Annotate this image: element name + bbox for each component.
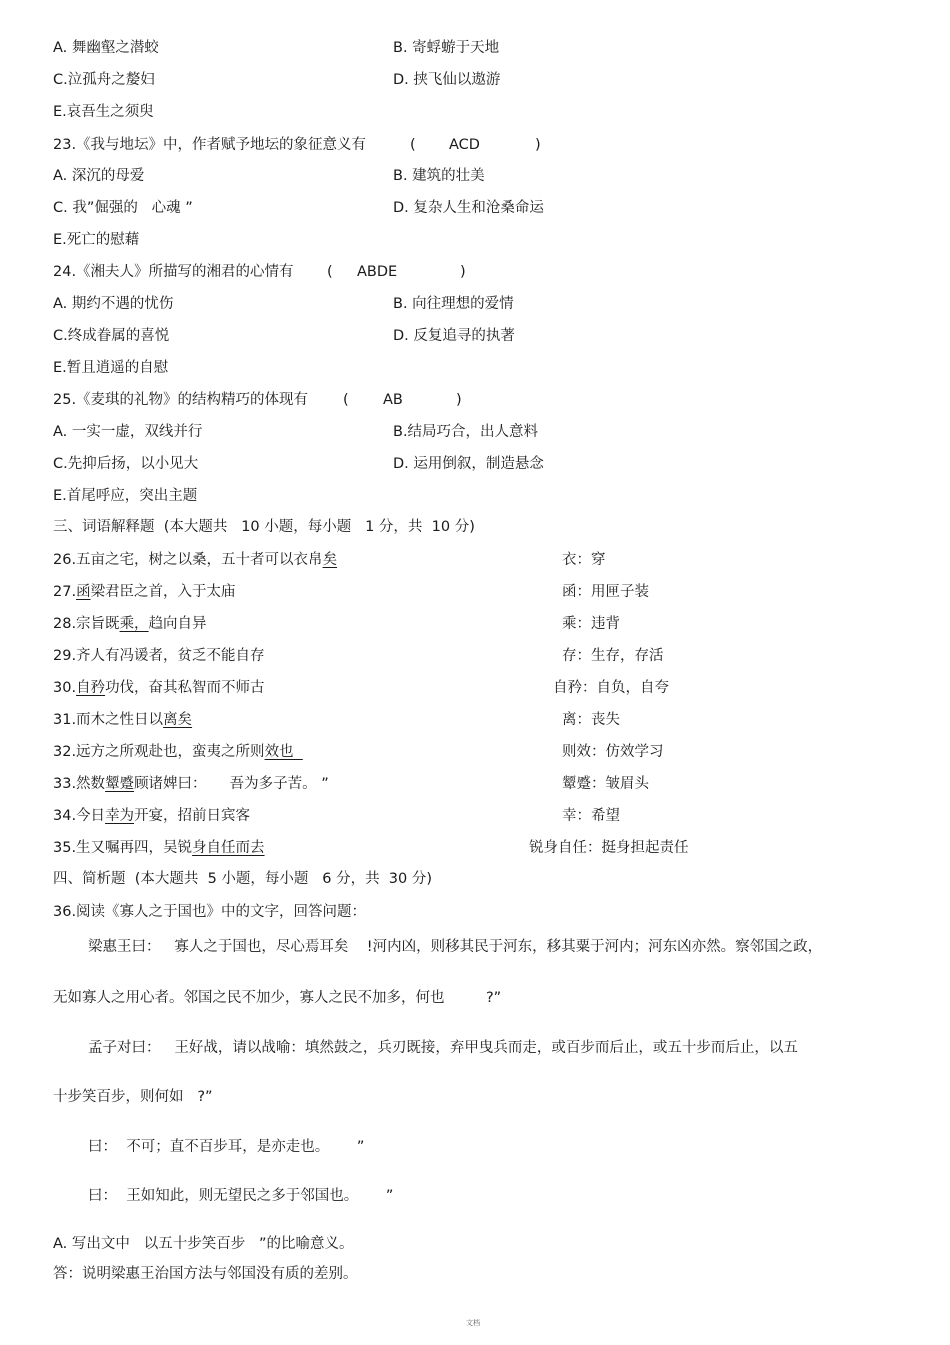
vocab-gloss-30: 自矜：自负，自夸 <box>553 680 669 696</box>
vocab-item-30: 30.自矜功伐，奋其私智而不师古 <box>53 680 265 696</box>
vocab-item-32: 32.远方之所观赴也，蛮夷之所则效也 <box>53 744 303 760</box>
q24-option-e: E.暂且逍遥的自慰 <box>53 360 169 376</box>
q23-option-d: D. 复杂人生和沧桑命运 <box>393 200 544 216</box>
q22-option-c: C.泣孤舟之嫠妇 <box>53 72 155 88</box>
q25-paren-close: ) <box>456 392 462 408</box>
q24-option-d: D. 反复追寻的执著 <box>393 328 515 344</box>
vocab-gloss-28: 乘：违背 <box>562 616 620 632</box>
vocab-gloss-32: 则效：仿效学习 <box>562 744 664 760</box>
q22-option-a: A. 舞幽壑之潜蛟 <box>53 40 159 56</box>
q23-answer: ACD <box>449 137 480 153</box>
section3-heading: 三、词语解释题 (本大题共 10 小题，每小题 1 分，共 10 分) <box>53 519 475 535</box>
q25-option-e: E.首尾呼应，突出主题 <box>53 488 198 504</box>
q36-stem: 36.阅读《寡人之于国也》中的文字，回答问题： <box>53 904 367 920</box>
vocab-gloss-31: 离：丧失 <box>562 712 620 728</box>
q23-option-e: E.死亡的慰藉 <box>53 232 140 248</box>
vocab-item-29: 29.齐人有冯谖者，贫乏不能自存 <box>53 648 265 664</box>
page-footer: 文档 <box>466 1319 480 1327</box>
vocab-item-28: 28.宗旨既乘，趋向自异 <box>53 616 207 632</box>
q24-paren-open: ( <box>327 264 333 280</box>
q36-passage-line: 梁惠王曰： 寡人之于国也，尽心焉耳矣 !河内凶，则移其民于河东，移其粟于河内；河东凶亦然。察邻国之政， <box>88 939 823 955</box>
q25-paren-open: ( <box>343 392 349 408</box>
vocab-item-35: 35.生又嘱再四，吴锐身自任而去 <box>53 840 265 856</box>
vocab-gloss-26: 衣：穿 <box>562 552 606 568</box>
q25-option-b: B.结局巧合，出人意料 <box>393 424 539 440</box>
q23-option-a: A. 深沉的母爱 <box>53 168 145 184</box>
q23-stem: 23.《我与地坛》中，作者赋予地坛的象征意义有 <box>53 137 367 153</box>
vocab-gloss-33: 颦蹙：皱眉头 <box>562 776 649 792</box>
q22-option-d: D. 挟飞仙以遨游 <box>393 72 501 88</box>
q25-stem: 25.《麦琪的礼物》的结构精巧的体现有 <box>53 392 309 408</box>
q24-option-b: B. 向往理想的爱情 <box>393 296 514 312</box>
vocab-gloss-27: 函：用匣子装 <box>562 584 649 600</box>
q36-passage-line: 孟子对曰： 王好战，请以战喻：填然鼓之，兵刃既接，弃甲曳兵而走，或百步而后止，或五十步而后止，以五 <box>88 1040 798 1056</box>
vocab-item-26: 26.五亩之宅，树之以桑，五十者可以衣帛矣 <box>53 552 338 568</box>
vocab-item-27: 27.函梁君臣之首，入于太庙 <box>53 584 236 600</box>
q23-option-c: C. 我”倔强的 心魂 ” <box>53 200 193 216</box>
q24-option-a: A. 期约不遇的忧伤 <box>53 296 174 312</box>
q24-answer: ABDE <box>357 264 398 280</box>
q25-option-c: C.先抑后扬，以小见大 <box>53 456 199 472</box>
q24-stem: 24.《湘夫人》所描写的湘君的心情有 <box>53 264 294 280</box>
q25-answer: AB <box>383 392 403 408</box>
q22-option-e: E.哀吾生之须臾 <box>53 104 154 120</box>
vocab-item-33: 33.然数颦蹙顾诸婢曰： 吾为多子苦。 ” <box>53 776 329 792</box>
vocab-gloss-35: 锐身自任：挺身担起责任 <box>529 840 689 856</box>
q36-passage-line: 曰： 不可；直不百步耳，是亦走也。 ” <box>88 1139 365 1155</box>
q23-paren-open: ( <box>410 137 416 153</box>
vocab-gloss-34: 幸：希望 <box>562 808 620 824</box>
q24-paren-close: ) <box>460 264 466 280</box>
q23-option-b: B. 建筑的壮美 <box>393 168 485 184</box>
q25-option-a: A. 一实一虚，双线并行 <box>53 424 203 440</box>
vocab-item-34: 34.今日幸为开宴，招前日宾客 <box>53 808 251 824</box>
q24-option-c: C.终成眷属的喜悦 <box>53 328 170 344</box>
q36-subquestion-a: A. 写出文中 以五十步笑百步 ”的比喻意义。 <box>53 1236 354 1252</box>
q23-paren-close: ) <box>535 137 541 153</box>
q36-passage-line: 无如寡人之用心者。邻国之民不加少，寡人之民不加多，何也 ?” <box>53 990 502 1006</box>
q25-option-d: D. 运用倒叙，制造悬念 <box>393 456 544 472</box>
vocab-item-31: 31.而木之性日以离矣 <box>53 712 193 728</box>
q36-passage-line: 曰： 王如知此，则无望民之多于邻国也。 ” <box>88 1188 394 1204</box>
q22-option-b: B. 寄蜉蝣于天地 <box>393 40 500 56</box>
q36-passage-line: 十步笑百步，则何如 ?” <box>53 1089 213 1105</box>
vocab-gloss-29: 存：生存，存活 <box>562 648 664 664</box>
section4-heading: 四、简析题 (本大题共 5 小题，每小题 6 分，共 30 分) <box>53 871 433 887</box>
q36-answer: 答：说明梁惠王治国方法与邻国没有质的差别。 <box>53 1266 358 1282</box>
